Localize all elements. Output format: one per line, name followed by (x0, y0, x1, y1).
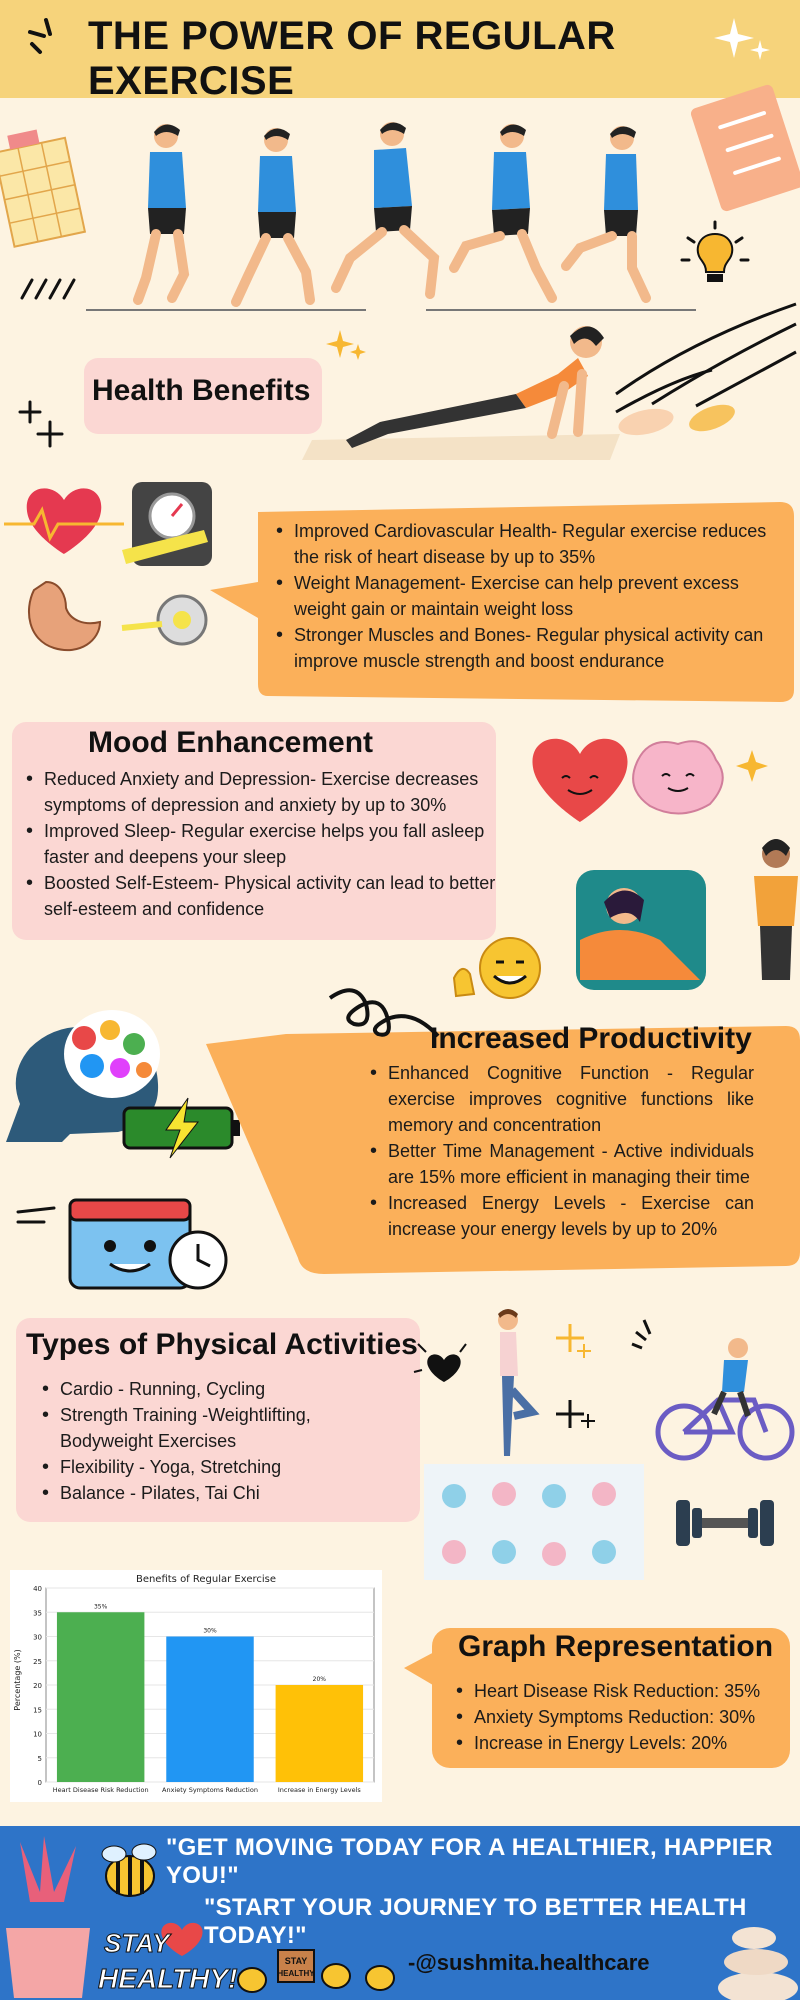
motion-lines-icon (18, 266, 78, 302)
chart-y-tick: 30 (33, 1633, 42, 1642)
chart-y-axis-label: Percentage (%) (13, 1649, 22, 1711)
list-item: • Boosted Self-Esteem- Physical activity can lead to better self-esteem and confidence (26, 870, 500, 922)
list-item: • Better Time Management - Active individuals are 15% more efficient in managing their time (370, 1138, 754, 1190)
chart-ticks (33, 1585, 42, 1787)
chart-x-labels (53, 1786, 362, 1794)
page-title: THE POWER OF REGULAR EXERCISE (88, 14, 616, 103)
cyclist-icon (632, 1320, 792, 1458)
bee-sign-line-2: HEALTHY (277, 1969, 315, 1978)
yoga-poses-grid-icon (424, 1464, 644, 1580)
runner-figure-1 (138, 124, 186, 300)
list-item: • Balance - Pilates, Tai Chi (42, 1480, 402, 1506)
chart-x-tick-label: Heart Disease Risk Reduction (52, 1786, 149, 1794)
chart-x-tick-label: Anxiety Symptoms Reduction (162, 1786, 258, 1794)
sparkle-icon (556, 1324, 595, 1428)
leaves-decoration (614, 398, 744, 444)
list-item: • Increase in Energy Levels: 20% (456, 1730, 786, 1756)
list-item: • Increased Energy Levels - Exercise can increase your energy levels by up to 20% (370, 1190, 754, 1242)
mood-section-title: Mood Enhancement (88, 726, 374, 759)
health-icons-cluster (4, 480, 214, 660)
bee-sign-line-1: STAY (284, 1956, 308, 1966)
runner-figure-3 (336, 122, 434, 294)
sleeping-woman-icon (576, 870, 706, 990)
mood-list (26, 766, 500, 922)
chart-bar (276, 1685, 363, 1782)
activities-list (42, 1376, 402, 1506)
activities-illustration (414, 1304, 800, 1584)
graph-box-pointer (404, 1650, 438, 1690)
stay-logo-line-2: HEALTHY! (98, 1963, 238, 1994)
graph-section-title: Graph Representation (458, 1630, 774, 1663)
scale-icon (122, 482, 212, 566)
chart-value-label: 20% (312, 1676, 327, 1683)
calendar-icon (0, 124, 80, 248)
heart-character-icon (532, 739, 627, 822)
list-item: • Stronger Muscles and Bones- Regular physical activity can improve muscle strength and boost endurance (276, 622, 790, 674)
health-benefits-box (208, 498, 794, 702)
squiggle-loop-decoration (326, 976, 442, 1046)
health-section-title: Health Benefits (92, 374, 311, 407)
chart-bar (57, 1612, 144, 1782)
runners-illustration (86, 118, 706, 312)
chart-value-label: 30% (203, 1627, 217, 1635)
notepad-icon (694, 84, 800, 214)
standing-woman-icon (754, 839, 798, 980)
sparkle-cross-icon (16, 398, 64, 450)
list-item: • Cardio - Running, Cycling (42, 1376, 402, 1402)
stones-icon (708, 1912, 800, 2000)
runner-figure-4 (454, 124, 552, 298)
chart-x-tick-label: Increase in Energy Levels (277, 1786, 361, 1794)
chart-y-tick: 10 (33, 1730, 42, 1739)
chart-bar (166, 1637, 253, 1783)
muscle-arm-icon (29, 582, 100, 650)
chart-bars (57, 1603, 363, 1782)
list-item: • Reduced Anxiety and Depression- Exercise decreases symptoms of depression and anxiety by up to 30% (26, 766, 500, 818)
chart-y-tick: 25 (33, 1657, 42, 1666)
stay-healthy-logo (96, 1914, 238, 1998)
yoga-woman-icon (498, 1309, 532, 1456)
sparkle-lines-icon (26, 14, 66, 54)
tape-measure-icon (122, 596, 206, 644)
list-item: • Anxiety Symptoms Reduction: 30% (456, 1704, 786, 1730)
footer-quote-1: "GET MOVING TODAY FOR A HEALTHIER, HAPPIER YOU!" (166, 1834, 773, 1889)
list-item: • Improved Cardiovascular Health- Regular exercise reduces the risk of heart disease by up to 35% (276, 518, 790, 570)
plant-pot-icon (0, 1832, 100, 2000)
bar-chart-container (10, 1570, 382, 1802)
health-benefits-list (276, 518, 790, 674)
bee-sign-icon (232, 1936, 402, 1998)
chart-y-tick: 5 (37, 1754, 42, 1763)
heart-doodle-icon (414, 1344, 466, 1382)
chart-y-tick: 40 (33, 1585, 42, 1593)
lightbulb-icon (680, 220, 750, 290)
list-item: • Improved Sleep- Regular exercise helps you fall asleep faster and deepens your sleep (26, 818, 500, 870)
list-item: • Flexibility - Yoga, Stretching (42, 1454, 402, 1480)
chart-y-tick: 20 (33, 1682, 42, 1690)
runner-figure-5 (566, 126, 646, 298)
runner-figure-2 (236, 128, 310, 302)
emoji-thumbsup-icon (446, 934, 546, 1004)
activities-section-title: Types of Physical Activities (26, 1328, 418, 1361)
graph-list (456, 1678, 786, 1756)
bee-icon (98, 1840, 164, 1904)
chart-title: Benefits of Regular Exercise (135, 1574, 277, 1585)
list-item: • Heart Disease Risk Reduction: 35% (456, 1678, 786, 1704)
dumbbell-icon (676, 1500, 774, 1546)
list-item: • Strength Training -Weightlifting, Bodyweight Exercises (42, 1402, 402, 1454)
author-handle: -@sushmita.healthcare (408, 1950, 650, 1975)
chart-y-tick: 35 (33, 1609, 42, 1618)
brain-character-icon (633, 741, 723, 813)
chart-value-label: 35% (93, 1603, 108, 1611)
plank-illustration (300, 316, 660, 462)
list-item: • Weight Management- Exercise can help prevent excess weight gain or maintain weight loss (276, 570, 790, 622)
chart-y-tick: 0 (37, 1779, 42, 1787)
mood-illustration (520, 730, 800, 990)
bar-chart (10, 1570, 382, 1802)
heart-icon (4, 488, 124, 554)
stay-logo-line-1: STAY (104, 1928, 170, 1958)
chart-y-tick: 15 (33, 1706, 42, 1715)
list-item: • Enhanced Cognitive Function - Regular exercise improves cognitive functions like memory and concentration (370, 1060, 754, 1138)
footer-quote-2: "START YOUR JOURNEY TO BETTER HEALTH TODAY!" (204, 1894, 747, 1949)
productivity-list (370, 1060, 754, 1242)
productivity-section-title: Increased Productivity (430, 1022, 752, 1055)
sparkle-icon (714, 14, 774, 64)
